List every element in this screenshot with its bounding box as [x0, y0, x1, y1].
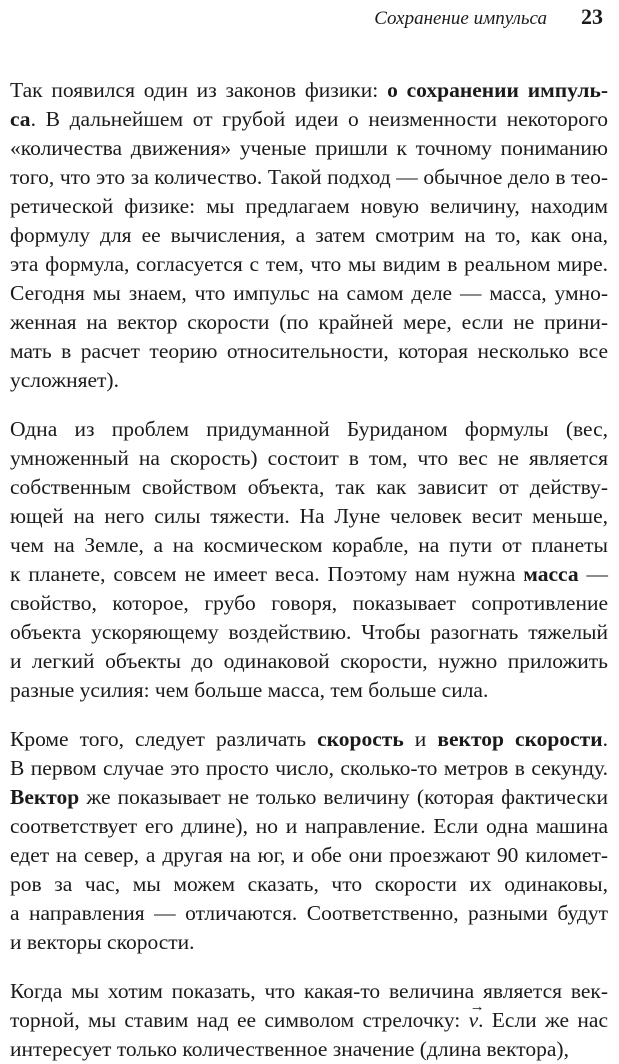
text-line: усложняет).: [10, 368, 119, 392]
text-line: соответствует его длине), но и направление. Если одна машина: [10, 814, 608, 838]
text-line: Одна из проблем придуманной Буриданом формулы (вес,: [10, 417, 608, 441]
text-line: и векторы скорости.: [10, 930, 195, 954]
bold-term: скорость: [317, 727, 404, 751]
text-line: ющей на него силы тяжести. На Луне человек весит меньше,: [10, 504, 608, 528]
text-line: Сегодня мы знаем, что импульс на самом деле — масса, умно-: [10, 281, 608, 305]
text-line: ров за час, мы можем сказать, что скорости их одинаковы,: [10, 872, 608, 896]
text-line: того, что это за количество. Такой подход — обычное дело в тео-: [10, 165, 608, 189]
text-line: к планете, совсем не имеет веса. Поэтому нам нужна масса —: [10, 562, 608, 586]
text-line: едет на север, а другая на юг, и обе они проезжают 90 километ-: [10, 843, 608, 867]
text-line: а направления — отличаются. Соответственно, разными будут: [10, 901, 608, 925]
paragraph: [10, 76, 608, 395]
paragraph: [10, 725, 608, 957]
paragraph-gap: [10, 395, 608, 415]
bold-term: Вектор: [10, 785, 80, 809]
bold-term: са: [10, 107, 31, 131]
text-line: объекта ускоряющему воздействию. Чтобы разогнать тяжелый: [10, 620, 608, 644]
text-line: чем на Земле, а на космическом корабле, на пути от планеты: [10, 533, 608, 557]
text-line: разные усилия: чем больше масса, тем больше сила.: [10, 678, 489, 702]
bold-term: вектор скорости: [437, 727, 603, 751]
paragraph-gap: [10, 957, 608, 977]
text-line: В первом случае это просто число, сколько-то метров в секунду.: [10, 756, 608, 780]
text-line: интересует только количественное значение (длина вектора),: [10, 1037, 569, 1061]
bold-term: масса: [523, 562, 579, 586]
text-line: Так появился один из законов физики: о сохранении импуль-: [10, 78, 608, 102]
text-line: формулу для ее вычисления, а затем смотрим на то, как она,: [10, 223, 608, 247]
text-line: Кроме того, следует различать скорость и вектор скорости.: [10, 727, 608, 751]
text-line: эта формула, согласуется с тем, что мы видим в реальном мире.: [10, 252, 608, 276]
text-line: «количества движения» ученые пришли к точному пониманию: [10, 136, 608, 160]
paragraph: [10, 977, 608, 1064]
text-line: женная на вектор скорости (по крайней мере, если не прини-: [10, 310, 608, 334]
paragraph: [10, 415, 608, 705]
paragraph-gap: [10, 705, 608, 725]
page-body: [10, 76, 608, 1064]
vector-symbol: → v: [469, 1006, 479, 1035]
text-line: свойство, которое, грубо говоря, показывает сопротивление: [10, 591, 608, 615]
text-line: Когда мы хотим показать, что какая-то величина является век-: [10, 979, 608, 1003]
text-line: умноженный на скорость) состоит в том, что вес не является: [10, 446, 608, 470]
page-number: 23: [581, 4, 603, 29]
text-line: собственным свойством объекта, так как зависит от действу-: [10, 475, 608, 499]
text-line: торной, мы ставим над ее символом стрелочку: → v. Если же нас: [10, 1006, 608, 1035]
text-line: мать в расчет теорию относительности, которая несколько все: [10, 339, 608, 363]
text-line: ретической физике: мы предлагаем новую величину, находим: [10, 194, 608, 218]
page-header: [0, 4, 603, 30]
text-line: и легкий объекты до одинаковой скорости, нужно приложить: [10, 649, 608, 673]
text-line: са. В дальнейшем от грубой идеи о неизменности некоторого: [10, 107, 608, 131]
text-line: Вектор же показывает не только величину (которая фактически: [10, 785, 608, 809]
running-title: Сохранение импульса: [374, 8, 547, 29]
bold-term: о сохранении импуль-: [387, 78, 608, 102]
